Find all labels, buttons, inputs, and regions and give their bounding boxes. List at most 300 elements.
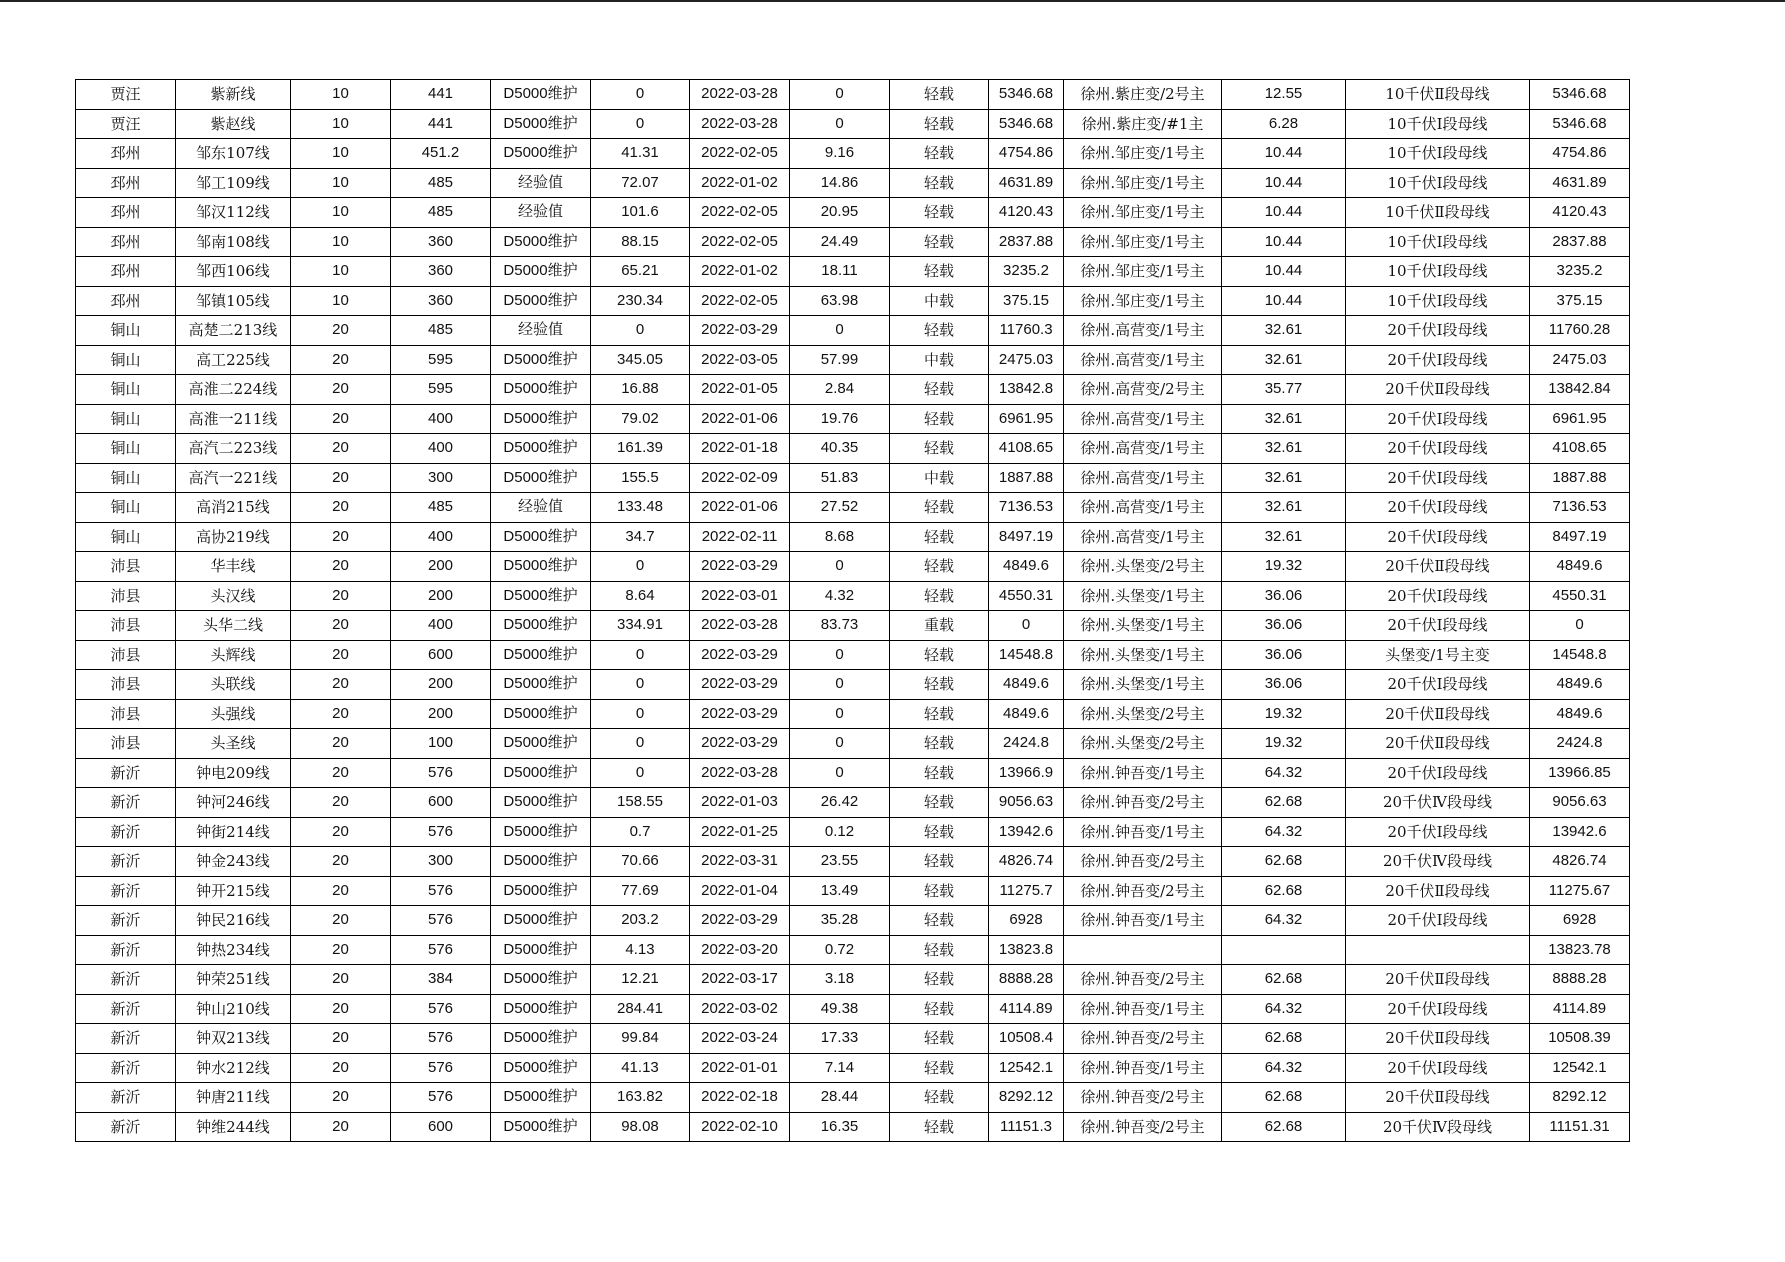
district-cell: 沛县 xyxy=(76,611,176,641)
substation-transformer-cell: 徐州.高营变/1号主 xyxy=(1064,522,1222,552)
district-cell: 沛县 xyxy=(76,670,176,700)
district-cell: 铜山 xyxy=(76,404,176,434)
substation-transformer-cell: 徐州.高营变/1号主 xyxy=(1064,404,1222,434)
available-capacity-cell: 4849.6 xyxy=(1530,699,1630,729)
capacity-cell: 200 xyxy=(391,670,491,700)
busbar-cell xyxy=(1346,935,1530,965)
load-rate-cell: 83.73 xyxy=(790,611,890,641)
transformer-load-cell: 19.32 xyxy=(1222,699,1346,729)
substation-transformer-cell: 徐州.头堡变/1号主 xyxy=(1064,611,1222,641)
line-name-cell: 邹镇105线 xyxy=(176,286,291,316)
date-cell: 2022-02-18 xyxy=(690,1083,790,1113)
busbar-cell: 20千伏Ⅰ段母线 xyxy=(1346,522,1530,552)
date-cell: 2022-01-01 xyxy=(690,1053,790,1083)
spare-capacity-cell: 3235.2 xyxy=(989,257,1064,287)
substation-transformer-cell: 徐州.邹庄变/1号主 xyxy=(1064,168,1222,198)
capacity-cell: 576 xyxy=(391,1053,491,1083)
available-capacity-cell: 13966.85 xyxy=(1530,758,1630,788)
voltage-cell: 20 xyxy=(291,965,391,995)
district-cell: 铜山 xyxy=(76,522,176,552)
method-cell: D5000维护 xyxy=(491,286,591,316)
method-cell: D5000维护 xyxy=(491,552,591,582)
table-row xyxy=(76,493,1630,523)
capacity-cell: 576 xyxy=(391,906,491,936)
line-name-cell: 高淮一211线 xyxy=(176,404,291,434)
substation-transformer-cell: 徐州.钟吾变/2号主 xyxy=(1064,788,1222,818)
method-cell: D5000维护 xyxy=(491,434,591,464)
district-cell: 新沂 xyxy=(76,935,176,965)
spare-capacity-cell: 6928 xyxy=(989,906,1064,936)
district-cell: 新沂 xyxy=(76,847,176,877)
date-cell: 2022-01-06 xyxy=(690,404,790,434)
max-load-cell: 16.88 xyxy=(591,375,690,405)
available-capacity-cell: 1887.88 xyxy=(1530,463,1630,493)
capacity-cell: 400 xyxy=(391,404,491,434)
spare-capacity-cell: 2837.88 xyxy=(989,227,1064,257)
voltage-cell: 20 xyxy=(291,581,391,611)
district-cell: 邳州 xyxy=(76,168,176,198)
busbar-cell: 头堡变/1号主变 xyxy=(1346,640,1530,670)
max-load-cell: 161.39 xyxy=(591,434,690,464)
spare-capacity-cell: 4631.89 xyxy=(989,168,1064,198)
district-cell: 邳州 xyxy=(76,286,176,316)
table-row xyxy=(76,729,1630,759)
table-row xyxy=(76,316,1630,346)
spare-capacity-cell: 12542.1 xyxy=(989,1053,1064,1083)
busbar-cell: 20千伏Ⅰ段母线 xyxy=(1346,463,1530,493)
table-row xyxy=(76,1024,1630,1054)
load-status-cell: 轻载 xyxy=(890,847,989,877)
method-cell: D5000维护 xyxy=(491,375,591,405)
max-load-cell: 4.13 xyxy=(591,935,690,965)
voltage-cell: 10 xyxy=(291,109,391,139)
load-status-cell: 轻载 xyxy=(890,139,989,169)
line-name-cell: 钟双213线 xyxy=(176,1024,291,1054)
capacity-cell: 595 xyxy=(391,345,491,375)
transformer-load-cell: 19.32 xyxy=(1222,729,1346,759)
substation-transformer-cell: 徐州.钟吾变/2号主 xyxy=(1064,1112,1222,1142)
page-top-border xyxy=(0,0,1785,2)
date-cell: 2022-03-29 xyxy=(690,906,790,936)
method-cell: D5000维护 xyxy=(491,109,591,139)
available-capacity-cell: 13823.78 xyxy=(1530,935,1630,965)
transformer-load-cell: 62.68 xyxy=(1222,876,1346,906)
load-rate-cell: 26.42 xyxy=(790,788,890,818)
available-capacity-cell: 3235.2 xyxy=(1530,257,1630,287)
busbar-cell: 10千伏Ⅰ段母线 xyxy=(1346,286,1530,316)
date-cell: 2022-03-28 xyxy=(690,80,790,110)
available-capacity-cell: 4120.43 xyxy=(1530,198,1630,228)
capacity-cell: 100 xyxy=(391,729,491,759)
load-status-cell: 轻载 xyxy=(890,375,989,405)
method-cell: D5000维护 xyxy=(491,1112,591,1142)
substation-transformer-cell: 徐州.钟吾变/2号主 xyxy=(1064,965,1222,995)
method-cell: D5000维护 xyxy=(491,699,591,729)
substation-transformer-cell: 徐州.邹庄变/1号主 xyxy=(1064,286,1222,316)
spare-capacity-cell: 11760.3 xyxy=(989,316,1064,346)
available-capacity-cell: 375.15 xyxy=(1530,286,1630,316)
date-cell: 2022-03-29 xyxy=(690,552,790,582)
load-status-cell: 轻载 xyxy=(890,1083,989,1113)
voltage-cell: 20 xyxy=(291,906,391,936)
date-cell: 2022-03-02 xyxy=(690,994,790,1024)
transformer-load-cell: 10.44 xyxy=(1222,227,1346,257)
transformer-load-cell: 64.32 xyxy=(1222,817,1346,847)
method-cell: D5000维护 xyxy=(491,463,591,493)
load-rate-cell: 24.49 xyxy=(790,227,890,257)
capacity-cell: 200 xyxy=(391,581,491,611)
method-cell: D5000维护 xyxy=(491,994,591,1024)
date-cell: 2022-03-20 xyxy=(690,935,790,965)
max-load-cell: 79.02 xyxy=(591,404,690,434)
spare-capacity-cell: 0 xyxy=(989,611,1064,641)
transformer-load-cell: 10.44 xyxy=(1222,198,1346,228)
method-cell: D5000维护 xyxy=(491,345,591,375)
district-cell: 铜山 xyxy=(76,345,176,375)
load-status-cell: 中载 xyxy=(890,286,989,316)
available-capacity-cell: 10508.39 xyxy=(1530,1024,1630,1054)
spare-capacity-cell: 8292.12 xyxy=(989,1083,1064,1113)
load-rate-cell: 23.55 xyxy=(790,847,890,877)
load-status-cell: 轻载 xyxy=(890,729,989,759)
table-body xyxy=(76,80,1630,1142)
max-load-cell: 12.21 xyxy=(591,965,690,995)
substation-transformer-cell: 徐州.钟吾变/1号主 xyxy=(1064,817,1222,847)
method-cell: 经验值 xyxy=(491,198,591,228)
available-capacity-cell: 11275.67 xyxy=(1530,876,1630,906)
available-capacity-cell: 4108.65 xyxy=(1530,434,1630,464)
line-name-cell: 邹东107线 xyxy=(176,139,291,169)
transformer-load-cell: 19.32 xyxy=(1222,552,1346,582)
capacity-cell: 200 xyxy=(391,552,491,582)
method-cell: D5000维护 xyxy=(491,729,591,759)
capacity-cell: 360 xyxy=(391,286,491,316)
district-cell: 铜山 xyxy=(76,493,176,523)
load-status-cell: 轻载 xyxy=(890,227,989,257)
transformer-load-cell: 32.61 xyxy=(1222,345,1346,375)
table-row xyxy=(76,847,1630,877)
capacity-cell: 576 xyxy=(391,817,491,847)
method-cell: D5000维护 xyxy=(491,581,591,611)
voltage-cell: 10 xyxy=(291,227,391,257)
capacity-cell: 400 xyxy=(391,611,491,641)
district-cell: 沛县 xyxy=(76,640,176,670)
line-name-cell: 钟水212线 xyxy=(176,1053,291,1083)
line-name-cell: 紫赵线 xyxy=(176,109,291,139)
busbar-cell: 20千伏Ⅰ段母线 xyxy=(1346,345,1530,375)
table-row xyxy=(76,227,1630,257)
date-cell: 2022-03-29 xyxy=(690,640,790,670)
substation-transformer-cell: 徐州.邹庄变/1号主 xyxy=(1064,257,1222,287)
capacity-cell: 576 xyxy=(391,1083,491,1113)
load-rate-cell: 0 xyxy=(790,699,890,729)
table-row xyxy=(76,286,1630,316)
transformer-load-cell: 32.61 xyxy=(1222,463,1346,493)
line-name-cell: 头辉线 xyxy=(176,640,291,670)
load-rate-cell: 28.44 xyxy=(790,1083,890,1113)
transformer-load-cell: 64.32 xyxy=(1222,994,1346,1024)
date-cell: 2022-03-28 xyxy=(690,758,790,788)
spare-capacity-cell: 7136.53 xyxy=(989,493,1064,523)
busbar-cell: 10千伏Ⅰ段母线 xyxy=(1346,109,1530,139)
load-rate-cell: 57.99 xyxy=(790,345,890,375)
voltage-cell: 10 xyxy=(291,198,391,228)
table-row xyxy=(76,906,1630,936)
load-status-cell: 轻载 xyxy=(890,817,989,847)
available-capacity-cell: 4826.74 xyxy=(1530,847,1630,877)
table-row xyxy=(76,581,1630,611)
district-cell: 新沂 xyxy=(76,1024,176,1054)
busbar-cell: 20千伏Ⅰ段母线 xyxy=(1346,670,1530,700)
date-cell: 2022-01-02 xyxy=(690,257,790,287)
available-capacity-cell: 4631.89 xyxy=(1530,168,1630,198)
load-status-cell: 轻载 xyxy=(890,434,989,464)
table-row xyxy=(76,80,1630,110)
load-status-cell: 轻载 xyxy=(890,935,989,965)
spare-capacity-cell: 4849.6 xyxy=(989,699,1064,729)
capacity-cell: 441 xyxy=(391,80,491,110)
load-rate-cell: 7.14 xyxy=(790,1053,890,1083)
transformer-load-cell: 12.55 xyxy=(1222,80,1346,110)
substation-transformer-cell: 徐州.高营变/1号主 xyxy=(1064,316,1222,346)
busbar-cell: 20千伏Ⅰ段母线 xyxy=(1346,493,1530,523)
available-capacity-cell: 6928 xyxy=(1530,906,1630,936)
substation-transformer-cell: 徐州.头堡变/2号主 xyxy=(1064,552,1222,582)
date-cell: 2022-02-11 xyxy=(690,522,790,552)
spare-capacity-cell: 6961.95 xyxy=(989,404,1064,434)
available-capacity-cell: 4114.89 xyxy=(1530,994,1630,1024)
substation-transformer-cell: 徐州.头堡变/1号主 xyxy=(1064,670,1222,700)
busbar-cell: 20千伏Ⅱ段母线 xyxy=(1346,1083,1530,1113)
table-row xyxy=(76,1053,1630,1083)
load-status-cell: 轻载 xyxy=(890,965,989,995)
district-cell: 邳州 xyxy=(76,198,176,228)
voltage-cell: 10 xyxy=(291,257,391,287)
transformer-load-cell: 32.61 xyxy=(1222,434,1346,464)
voltage-cell: 20 xyxy=(291,729,391,759)
line-name-cell: 钟山210线 xyxy=(176,994,291,1024)
substation-transformer-cell: 徐州.头堡变/2号主 xyxy=(1064,699,1222,729)
table-row xyxy=(76,375,1630,405)
available-capacity-cell: 4550.31 xyxy=(1530,581,1630,611)
line-name-cell: 高楚二213线 xyxy=(176,316,291,346)
district-cell: 新沂 xyxy=(76,788,176,818)
load-status-cell: 轻载 xyxy=(890,493,989,523)
busbar-cell: 20千伏Ⅰ段母线 xyxy=(1346,817,1530,847)
capacity-cell: 576 xyxy=(391,1024,491,1054)
load-status-cell: 轻载 xyxy=(890,198,989,228)
busbar-cell: 20千伏Ⅱ段母线 xyxy=(1346,699,1530,729)
substation-transformer-cell: 徐州.高营变/1号主 xyxy=(1064,493,1222,523)
substation-transformer-cell: 徐州.高营变/1号主 xyxy=(1064,345,1222,375)
spare-capacity-cell: 4114.89 xyxy=(989,994,1064,1024)
capacity-cell: 300 xyxy=(391,847,491,877)
spare-capacity-cell: 5346.68 xyxy=(989,80,1064,110)
line-name-cell: 钟电209线 xyxy=(176,758,291,788)
table-row xyxy=(76,788,1630,818)
load-status-cell: 轻载 xyxy=(890,316,989,346)
method-cell: D5000维护 xyxy=(491,1053,591,1083)
available-capacity-cell: 14548.8 xyxy=(1530,640,1630,670)
load-rate-cell: 9.16 xyxy=(790,139,890,169)
date-cell: 2022-03-28 xyxy=(690,611,790,641)
table-row xyxy=(76,109,1630,139)
spare-capacity-cell: 11275.7 xyxy=(989,876,1064,906)
load-status-cell: 轻载 xyxy=(890,994,989,1024)
available-capacity-cell: 7136.53 xyxy=(1530,493,1630,523)
district-cell: 铜山 xyxy=(76,463,176,493)
transformer-load-cell: 64.32 xyxy=(1222,758,1346,788)
date-cell: 2022-01-04 xyxy=(690,876,790,906)
load-status-cell: 轻载 xyxy=(890,168,989,198)
district-cell: 新沂 xyxy=(76,1083,176,1113)
transformer-load-cell: 62.68 xyxy=(1222,847,1346,877)
voltage-cell: 20 xyxy=(291,1024,391,1054)
voltage-cell: 10 xyxy=(291,168,391,198)
busbar-cell: 10千伏Ⅰ段母线 xyxy=(1346,168,1530,198)
line-name-cell: 高汽一221线 xyxy=(176,463,291,493)
line-name-cell: 钟热234线 xyxy=(176,935,291,965)
date-cell: 2022-03-29 xyxy=(690,316,790,346)
spare-capacity-cell: 10508.4 xyxy=(989,1024,1064,1054)
line-name-cell: 钟河246线 xyxy=(176,788,291,818)
date-cell: 2022-02-05 xyxy=(690,198,790,228)
capacity-cell: 485 xyxy=(391,168,491,198)
load-rate-cell: 8.68 xyxy=(790,522,890,552)
max-load-cell: 98.08 xyxy=(591,1112,690,1142)
line-name-cell: 高淮二224线 xyxy=(176,375,291,405)
load-rate-cell: 40.35 xyxy=(790,434,890,464)
transformer-load-cell: 32.61 xyxy=(1222,493,1346,523)
spare-capacity-cell: 13823.8 xyxy=(989,935,1064,965)
district-cell: 沛县 xyxy=(76,699,176,729)
district-cell: 沛县 xyxy=(76,581,176,611)
available-capacity-cell: 4754.86 xyxy=(1530,139,1630,169)
load-rate-cell: 51.83 xyxy=(790,463,890,493)
line-name-cell: 头汉线 xyxy=(176,581,291,611)
spare-capacity-cell: 13966.9 xyxy=(989,758,1064,788)
busbar-cell: 20千伏Ⅱ段母线 xyxy=(1346,552,1530,582)
available-capacity-cell: 13942.6 xyxy=(1530,817,1630,847)
available-capacity-cell: 4849.6 xyxy=(1530,552,1630,582)
load-status-cell: 轻载 xyxy=(890,670,989,700)
available-capacity-cell: 2424.8 xyxy=(1530,729,1630,759)
available-capacity-cell: 0 xyxy=(1530,611,1630,641)
voltage-cell: 20 xyxy=(291,463,391,493)
spare-capacity-cell: 4849.6 xyxy=(989,552,1064,582)
voltage-cell: 20 xyxy=(291,611,391,641)
load-rate-cell: 14.86 xyxy=(790,168,890,198)
capacity-cell: 300 xyxy=(391,463,491,493)
load-rate-cell: 4.32 xyxy=(790,581,890,611)
table-row xyxy=(76,257,1630,287)
date-cell: 2022-01-03 xyxy=(690,788,790,818)
method-cell: D5000维护 xyxy=(491,965,591,995)
max-load-cell: 163.82 xyxy=(591,1083,690,1113)
max-load-cell: 65.21 xyxy=(591,257,690,287)
load-rate-cell: 0 xyxy=(790,552,890,582)
district-cell: 新沂 xyxy=(76,1112,176,1142)
voltage-cell: 20 xyxy=(291,1083,391,1113)
voltage-cell: 10 xyxy=(291,139,391,169)
table-row xyxy=(76,168,1630,198)
transformer-load-cell: 64.32 xyxy=(1222,906,1346,936)
available-capacity-cell: 5346.68 xyxy=(1530,109,1630,139)
voltage-cell: 20 xyxy=(291,640,391,670)
capacity-cell: 600 xyxy=(391,640,491,670)
method-cell: 经验值 xyxy=(491,493,591,523)
transformer-load-cell: 10.44 xyxy=(1222,168,1346,198)
available-capacity-cell: 2475.03 xyxy=(1530,345,1630,375)
line-name-cell: 高消215线 xyxy=(176,493,291,523)
load-status-cell: 轻载 xyxy=(890,552,989,582)
load-rate-cell: 0 xyxy=(790,670,890,700)
substation-transformer-cell: 徐州.钟吾变/1号主 xyxy=(1064,758,1222,788)
busbar-cell: 20千伏Ⅰ段母线 xyxy=(1346,316,1530,346)
available-capacity-cell: 12542.1 xyxy=(1530,1053,1630,1083)
load-status-cell: 轻载 xyxy=(890,906,989,936)
substation-transformer-cell xyxy=(1064,935,1222,965)
busbar-cell: 20千伏Ⅳ段母线 xyxy=(1346,1112,1530,1142)
busbar-cell: 20千伏Ⅰ段母线 xyxy=(1346,404,1530,434)
table-row xyxy=(76,611,1630,641)
load-rate-cell: 49.38 xyxy=(790,994,890,1024)
method-cell: D5000维护 xyxy=(491,876,591,906)
substation-transformer-cell: 徐州.邹庄变/1号主 xyxy=(1064,227,1222,257)
load-rate-cell: 35.28 xyxy=(790,906,890,936)
method-cell: D5000维护 xyxy=(491,640,591,670)
line-name-cell: 华丰线 xyxy=(176,552,291,582)
max-load-cell: 0 xyxy=(591,80,690,110)
spare-capacity-cell: 9056.63 xyxy=(989,788,1064,818)
spare-capacity-cell: 4826.74 xyxy=(989,847,1064,877)
transformer-load-cell: 36.06 xyxy=(1222,670,1346,700)
available-capacity-cell: 4849.6 xyxy=(1530,670,1630,700)
line-name-cell: 邹西106线 xyxy=(176,257,291,287)
date-cell: 2022-02-05 xyxy=(690,227,790,257)
busbar-cell: 10千伏Ⅰ段母线 xyxy=(1346,227,1530,257)
max-load-cell: 70.66 xyxy=(591,847,690,877)
capacity-cell: 360 xyxy=(391,227,491,257)
busbar-cell: 20千伏Ⅱ段母线 xyxy=(1346,876,1530,906)
available-capacity-cell: 8497.19 xyxy=(1530,522,1630,552)
district-cell: 铜山 xyxy=(76,434,176,464)
load-rate-cell: 27.52 xyxy=(790,493,890,523)
date-cell: 2022-02-09 xyxy=(690,463,790,493)
max-load-cell: 0 xyxy=(591,729,690,759)
capacity-cell: 600 xyxy=(391,1112,491,1142)
line-name-cell: 头联线 xyxy=(176,670,291,700)
transformer-load-cell: 64.32 xyxy=(1222,1053,1346,1083)
line-name-cell: 邹汉112线 xyxy=(176,198,291,228)
voltage-cell: 20 xyxy=(291,1053,391,1083)
table-row xyxy=(76,552,1630,582)
busbar-cell: 20千伏Ⅰ段母线 xyxy=(1346,1053,1530,1083)
max-load-cell: 0 xyxy=(591,699,690,729)
busbar-cell: 20千伏Ⅰ段母线 xyxy=(1346,758,1530,788)
district-cell: 新沂 xyxy=(76,817,176,847)
max-load-cell: 0 xyxy=(591,552,690,582)
capacity-cell: 400 xyxy=(391,434,491,464)
method-cell: D5000维护 xyxy=(491,257,591,287)
substation-transformer-cell: 徐州.紫庄变/2号主 xyxy=(1064,80,1222,110)
voltage-cell: 20 xyxy=(291,1112,391,1142)
busbar-cell: 20千伏Ⅰ段母线 xyxy=(1346,906,1530,936)
voltage-cell: 20 xyxy=(291,788,391,818)
line-name-cell: 钟荣251线 xyxy=(176,965,291,995)
method-cell: D5000维护 xyxy=(491,522,591,552)
line-name-cell: 高协219线 xyxy=(176,522,291,552)
